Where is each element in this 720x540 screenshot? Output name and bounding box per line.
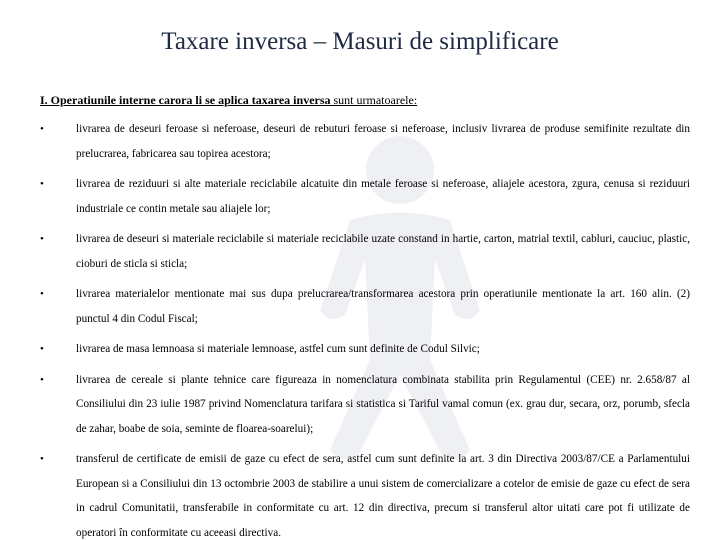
list-item-text: livrarea de masa lemnoasa si materiale lemnoase, astfel cum sunt definite de Codul Silvic; xyxy=(76,343,480,355)
bullet-icon: • xyxy=(40,123,44,135)
list-item-text: transferul de certificate de emisii de gaze cu efect de sera, astfel cum sunt definite la art. 3 din Directiva 2003/87/CE a Parlamentului European si a Consiliului din 13 octombrie 2003 de stabilire a unui sistem de comercializare a cotelor de emisie de gaze cu efect de sera in cadrul Comunitatii, transferabile in conformitate cu art. 12 din directiva, precum si transferul altor uitati care pot fi utilizate de operatori în conformitate cu aceeasi directiva. xyxy=(76,453,690,539)
list-item-text: livrarea de deseuri si materiale reciclabile si materiale reciclabile uzate constand in hartie, carton, matrial textil, cabluri, cauciuc, plastic, cioburi de sticla si sticla; xyxy=(76,233,690,270)
bullet-icon: • xyxy=(40,233,44,245)
list-item xyxy=(40,227,690,276)
operations-list xyxy=(40,117,690,540)
bullet-icon: • xyxy=(40,288,44,300)
slide-title: Taxare inversa – Masuri de simplificare xyxy=(161,28,559,55)
list-item xyxy=(40,337,690,362)
list-item-text: livrarea de reziduuri si alte materiale reciclabile alcatuite din metale feroase si neferoase, aliajele acestora, zgura, cenusa si reziduuri industriale ce contin metale sau aliajele lor; xyxy=(76,178,690,215)
bullet-icon: • xyxy=(40,178,44,190)
list-item-text: livrarea de deseuri feroase si neferoase, deseuri de rebuturi feroase si neferoase, inclusiv livrarea de produse semifinite rezultate din prelucrarea, fabricarea sau topirea acestora; xyxy=(76,123,690,160)
list-item-text: livrarea de cereale si plante tehnice care figureaza in nomenclatura combinata stabilita prin Regulamentul (CEE) nr. 2.658/87 al Consiliului din 23 iulie 1987 privind Nomenclatura tarifara si statistica si Tariful vamal comun (ex. grau dur, secara, orz, porumb, sfecla de zahar, boabe de soia, seminte de floarea-soarelui); xyxy=(76,373,690,435)
bullet-icon: • xyxy=(40,453,44,465)
list-item xyxy=(40,117,690,166)
list-item xyxy=(40,447,690,540)
bullet-icon: • xyxy=(40,343,44,355)
bullet-icon: • xyxy=(40,373,44,386)
section-heading-rest: sunt urmatoarele: xyxy=(330,93,418,107)
list-item xyxy=(40,172,690,221)
section-heading-bold: I. Operatiunile interne carora li se aplica taxarea inversa xyxy=(40,93,331,107)
section-heading xyxy=(40,93,417,108)
list-item xyxy=(40,368,690,442)
list-item xyxy=(40,282,690,331)
list-item-text: livrarea materialelor mentionate mai sus dupa prelucrarea/transformarea acestora prin operatiunile mentionate la art. 160 alin. (2) punctul 4 din Codul Fiscal; xyxy=(76,288,690,325)
